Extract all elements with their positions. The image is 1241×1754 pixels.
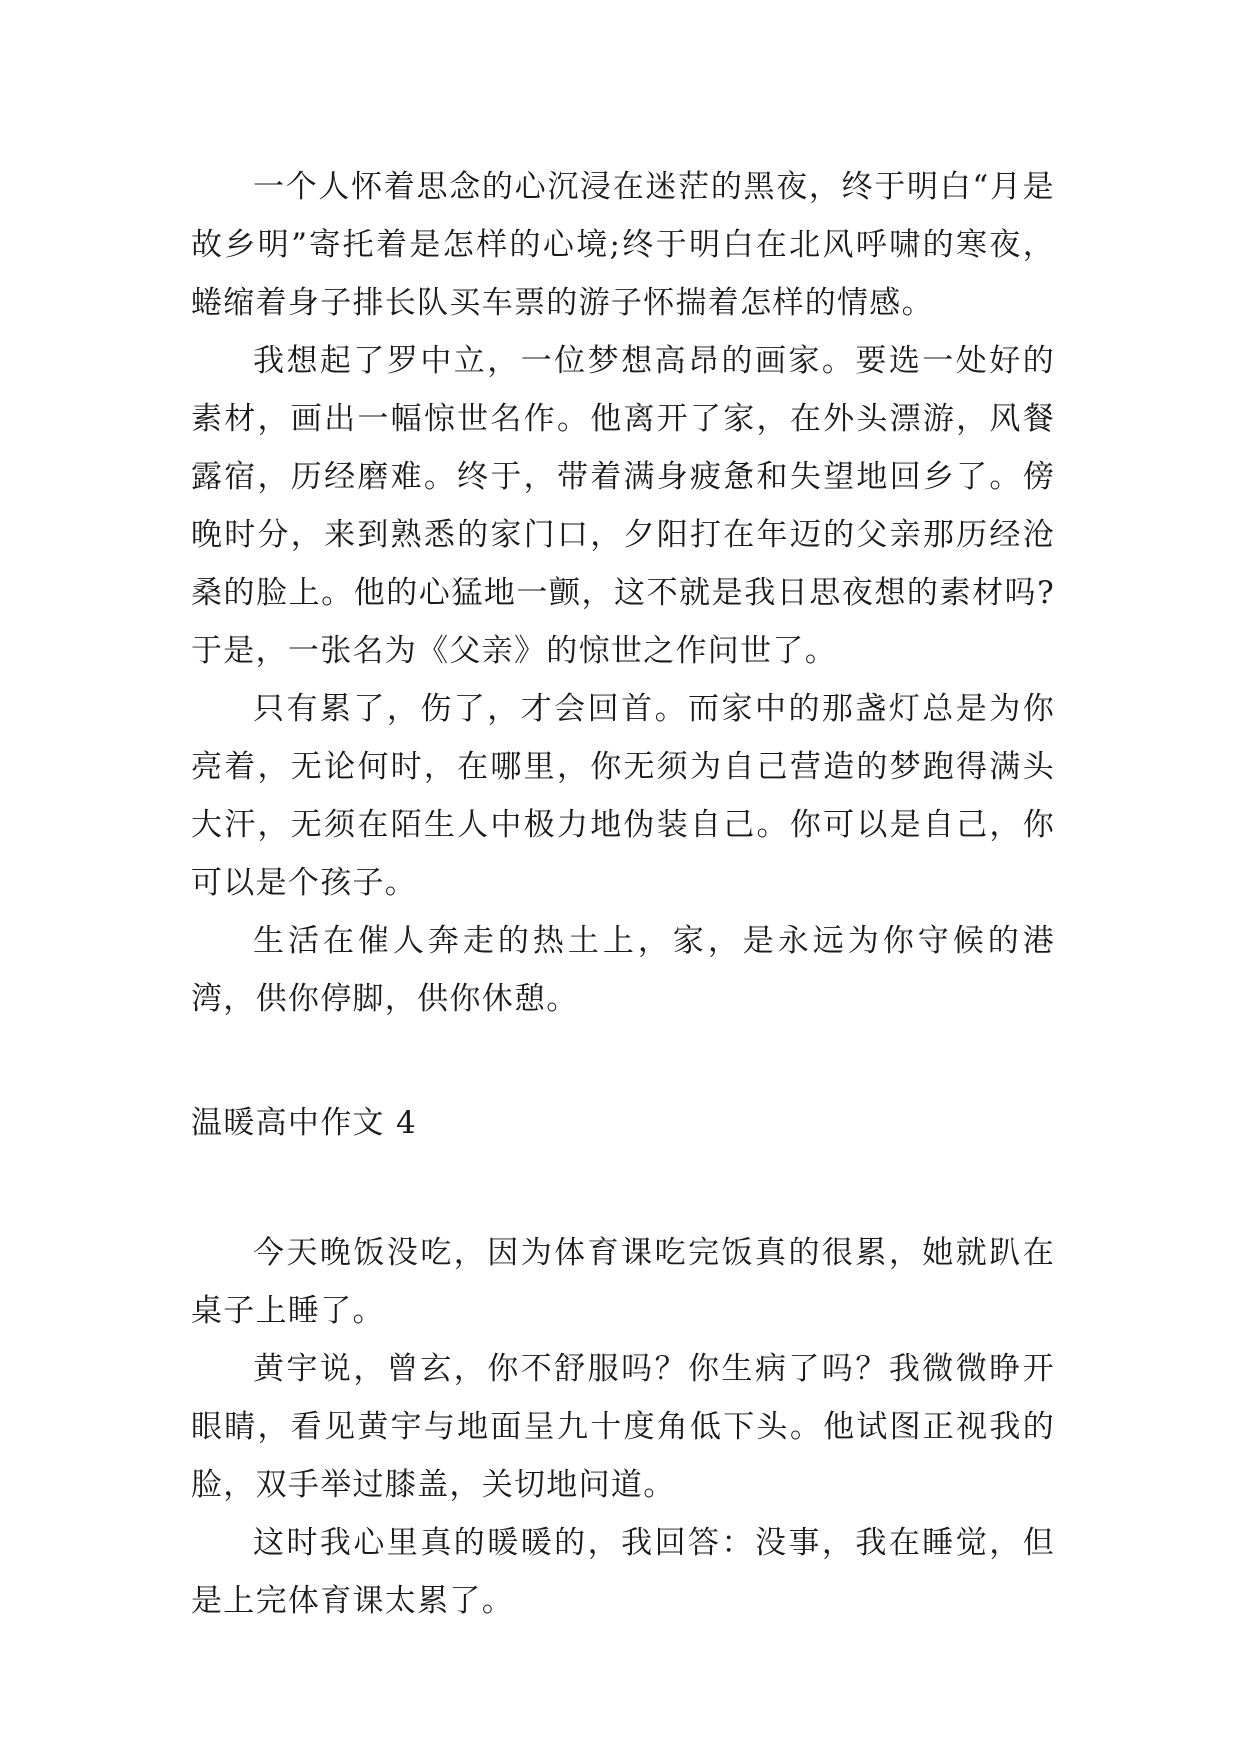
essay-body-section-1 — [191, 158, 1055, 1028]
paragraph: 一个人怀着思念的心沉浸在迷茫的黑夜，终于明白“月是故乡明”寄托着是怎样的心境;终于明白在北风呼啸的寒夜，蜷缩着身子排长队买车票的游子怀揣着怎样的情感。 — [191, 169, 1055, 321]
paragraph: 今天晚饭没吃，因为体育课吃完饭真的很累，她就趴在桌子上睡了。 — [191, 1235, 1055, 1329]
essay-heading: 温暖高中作文 4 — [191, 1105, 417, 1141]
essay-body-section-2 — [191, 1224, 1055, 1630]
paragraph: 我想起了罗中立，一位梦想高昂的画家。要选一处好的素材，画出一幅惊世名作。他离开了家，在外头漂游，风餐露宿，历经磨难。终于，带着满身疲惫和失望地回乡了。傍晚时分，来到熟悉的家门口，夕阳打在年迈的父亲那历经沧桑的脸上。他的心猛地一颤，这不就是我日思夜想的素材吗?于是，一张名为《父亲》的惊世之作问世了。 — [191, 343, 1055, 669]
paragraph: 生活在催人奔走的热土上，家，是永远为你守候的港湾，供你停脚，供你休憩。 — [191, 923, 1055, 1017]
paragraph: 黄宇说，曾玄，你不舒服吗？你生病了吗？我微微睁开眼睛，看见黄宇与地面呈九十度角低下头。他试图正视我的脸，双手举过膝盖，关切地问道。 — [191, 1351, 1055, 1503]
paragraph: 只有累了，伤了，才会回首。而家中的那盏灯总是为你亮着，无论何时，在哪里，你无须为自己营造的梦跑得满头大汗，无须在陌生人中极力地伪装自己。你可以是自己，你可以是个孩子。 — [191, 691, 1055, 901]
paragraph: 这时我心里真的暖暖的，我回答：没事，我在睡觉，但是上完体育课太累了。 — [191, 1525, 1055, 1619]
